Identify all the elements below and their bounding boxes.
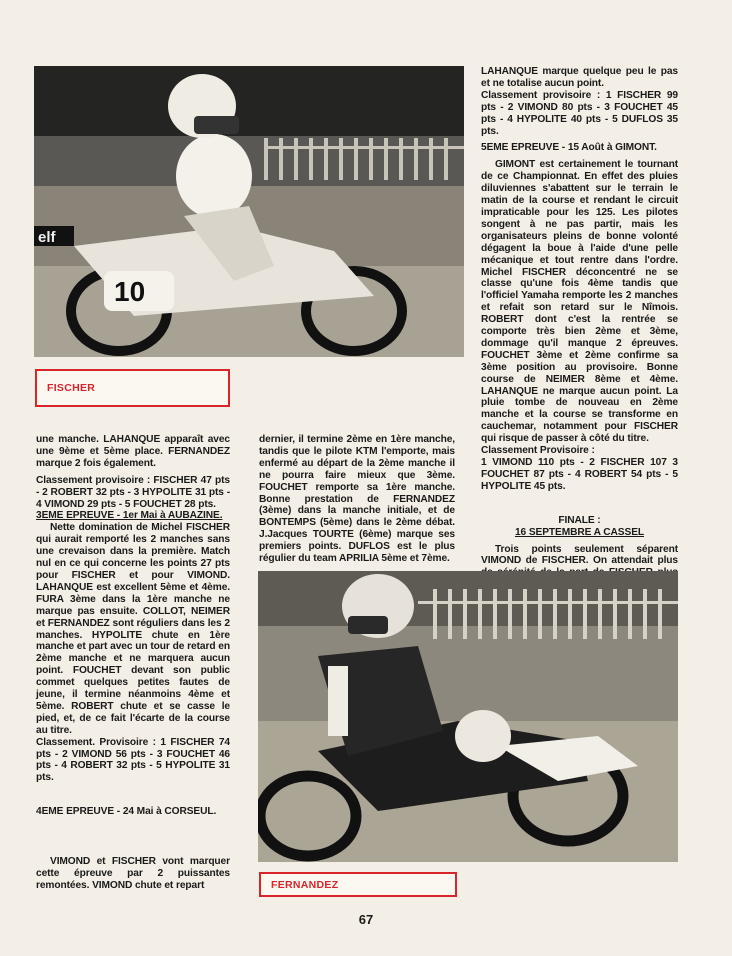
column-3 <box>481 66 678 603</box>
col3-paragraph-round-5: GIMONT est certainement le tournant de ce Championnat. En effet des pluies diluviennes s'abattent sur le terrain le matin de la course et rendant le circuit impraticable pour les 125. Les pilotes songent à ne pas partir, mais les organisateurs pleins de bonne volonté dégagent la boue à l'aide d'une pelle mécanique et tout rentre dans l'ordre. Michel FISCHER déconcentré ne se classe qu'une fois 4ème tandis que l'officiel Yamaha remporte les 2 manches et refait son retard sur le Nîmois. ROBERT dont c'est la rentrée se comporte très bien 2ème et 3ème, dommage qu'il manque 2 épreuves. FOUCHET 3ème et 2ème confirme sa 3ème position au provisoire. Bonne course de NEIMER 8ème et 4ème. LAHANQUE ne marque aucun point. La pluie tombe de nouveau en 2ème manche et la course se transforme en cauchemar, notamment pour FISCHER qui risque de passer à côté du titre. <box>481 159 678 445</box>
col1-standings-2: Classement. Provisoire : 1 FISCHER 74 pts - 2 VIMOND 56 pts - 3 FOUCHET 46 pts - 4 ROBERT 32 pts - 5 HYPOLITE 31 pts. <box>36 736 230 784</box>
col3-paragraph-final: Trois points seulement séparent VIMOND de FISCHER. On attendait plus <box>481 543 678 567</box>
col3-heading-final-date: 16 SEPTEMBRE A CASSEL <box>514 526 645 538</box>
col3-standings-2: 1 VIMOND 110 pts - 2 FISCHER 107 3 FOUCHET 87 pts - 4 ROBERT 54 pts - 5 HYPOLITE 45 pts. <box>481 457 678 492</box>
caption-fischer <box>35 369 230 407</box>
column-1 <box>36 434 230 892</box>
caption-fernandez <box>259 872 457 897</box>
col1-heading-round-3: 3EME EPREUVE - 1er Mai à AUBAZINE. <box>36 510 223 522</box>
col3-paragraph-1: LAHANQUE marque quelque peu le pas et ne totalise aucun point. <box>481 66 678 89</box>
col1-standings-1: Classement provisoire : FISCHER 47 pts - 2 ROBERT 32 pts - 3 HYPOLITE 31 pts - 4 VIMOND 29 pts - 5 FOUCHET 28 pts. <box>36 474 230 510</box>
caption-fernandez-text: FERNANDEZ <box>271 878 339 891</box>
photo-fischer <box>34 66 464 357</box>
col3-standings-1: Classement provisoire : 1 FISCHER 99 pts - 2 VIMOND 80 pts - 3 FOUCHET 45 pts - 4 HYPOLITE 40 pts - 5 DUFLOS 35 pts. <box>481 89 678 137</box>
col1-paragraph-1: une manche. LAHANQUE apparaît avec une 9ème et 5ème place. FERNANDEZ marque 2 fois également. <box>36 434 230 469</box>
col3-standings-2-label: Classement Provisoire : <box>481 445 595 457</box>
svg-text:elf: elf <box>38 229 56 246</box>
col3-heading-round-5: 5EME EPREUVE - 15 Août à GIMONT. <box>481 142 657 154</box>
svg-text:10: 10 <box>114 276 146 307</box>
col1-paragraph-round-3: Nette domination de Michel FISCHER qui aurait remporté les 2 manches sans une crevaison dans la première. Match nul en ce qui concerne les points 27 pts pour FISCHER et pour VIMOND. LAHANQUE est excellent 5ème et 4ème. FURA 3ème dans la 1ère manche ne marque pas ensuite. COLLOT, NEIMER et FERNANDEZ sont réguliers dans les 2 manches. HYPOLITE chute en 1ère manche et part avec un tour de retard en 2ème manche et ne marquera aucun point. FOUCHET devant son public commet quelques petites fautes de jeune, il termine néanmoins 4ème et 5ème. ROBERT chute et se casse le pied, et, de ce fait l'écarte de la course au titre. <box>36 522 230 736</box>
col2-paragraph-1: dernier, il termine 2ème en 1ère manche, tandis que le pilote KTM l'emporte, mais enfermé au départ de la 2ème manche il ne pourra faire mieux que 3ème. FOUCHET remporte sa 1ère manche. Bonne prestation de FERNANDEZ (3ème) dans la manche initiale, et de BONTEMPS (5ème) dans le 2ème débat. J.Jacques TOURTE (6ème) marque ses premiers points. DUFLOS est le plus régulier du team APRILIA 5ème et 7ème. <box>259 434 455 565</box>
caption-fischer-text: FISCHER <box>47 382 96 394</box>
col1-paragraph-round-4: VIMOND et FISCHER vont marquer cette épreuve par 2 puissantes remontées. VIMOND chute et repart <box>36 856 230 891</box>
col1-heading-round-4: 4EME EPREUVE - 24 Mai à CORSEUL. <box>36 806 217 818</box>
photo-fernandez <box>258 571 678 862</box>
page-number: 67 <box>358 912 374 927</box>
column-2 <box>259 434 455 565</box>
col3-heading-final: FINALE : <box>558 514 601 526</box>
